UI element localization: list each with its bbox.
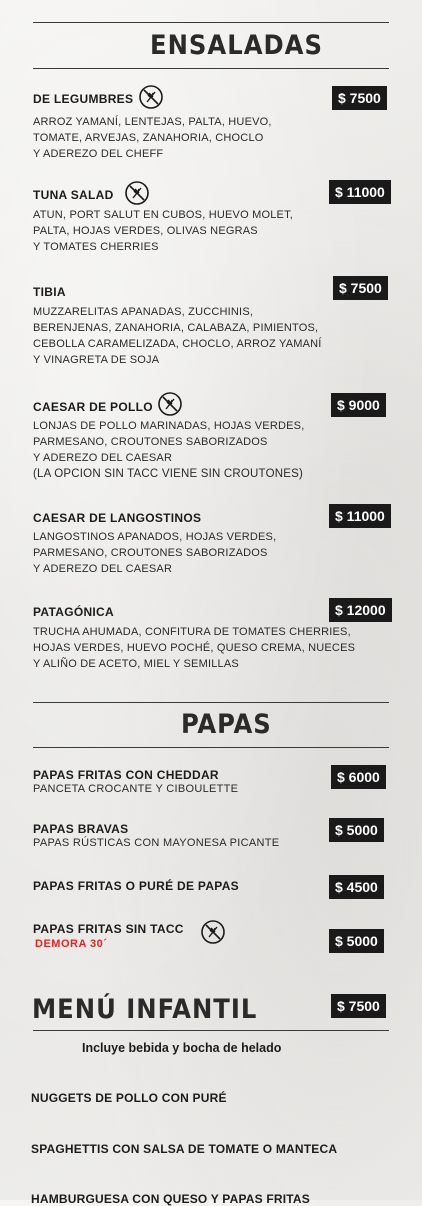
divider — [33, 702, 389, 703]
item-description: MUZZARELITAS APANADAS, ZUCCHINIS, BERENJENAS, ZANAHORIA, CALABAZA, PIMIENTOS, CEBOLLA CARAMELIZADA, CHOCLO, ARROZ YAMANÍ Y VINAGRETA DE SOJA — [33, 306, 322, 366]
divider — [33, 747, 389, 748]
price-tag: $ 5000 — [329, 929, 384, 953]
item-description: PANCETA CROCANTE Y CIBOULETTE — [33, 783, 239, 795]
divider — [33, 68, 389, 69]
item-name: PAPAS FRITAS SIN TACC — [33, 922, 184, 936]
item-name: CAESAR DE POLLO — [33, 400, 153, 414]
delay-note: DEMORA 30´ — [35, 938, 108, 950]
no-wheat-icon — [138, 84, 164, 110]
section-title-papas: PAPAS — [181, 709, 272, 740]
price-tag: $ 11000 — [329, 504, 391, 528]
item-name: CAESAR DE LANGOSTINOS — [33, 511, 202, 525]
kids-menu-item: SPAGHETTIS CON SALSA DE TOMATE O MANTECA — [31, 1142, 338, 1156]
item-description: LANGOSTINOS APANADOS, HOJAS VERDES, PARMESANO, CROUTONES SABORIZADOS Y ADEREZO DEL CAESAR — [33, 531, 277, 575]
item-name: PATAGÓNICA — [33, 605, 114, 619]
item-description: TRUCHA AHUMADA, CONFITURA DE TOMATES CHERRIES, HOJAS VERDES, HUEVO POCHÉ, QUESO CREMA, NUECES Y ALIÑO DE ACETO, MIEL Y SEMILLAS — [33, 626, 356, 670]
kids-menu-item: NUGGETS DE POLLO CON PURÉ — [31, 1091, 227, 1105]
item-name: TIBIA — [33, 285, 66, 299]
item-description: PAPAS RÚSTICAS CON MAYONESA PICANTE — [33, 837, 280, 849]
price-tag: $ 9000 — [331, 393, 386, 417]
no-wheat-icon — [200, 919, 226, 945]
item-name: PAPAS FRITAS O PURÉ DE PAPAS — [33, 879, 239, 893]
divider — [33, 1030, 389, 1031]
item-description: ARROZ YAMANÍ, LENTEJAS, PALTA, HUEVO, TOMATE, ARVEJAS, ZANAHORIA, CHOCLO Y ADEREZO DEL CHEFF — [33, 116, 272, 160]
divider — [33, 22, 389, 23]
item-name: DE LEGUMBRES — [33, 92, 134, 106]
price-tag: $ 7500 — [332, 86, 387, 110]
price-tag: $ 5000 — [329, 818, 384, 842]
item-name: PAPAS BRAVAS — [33, 822, 129, 836]
item-description: ATUN, PORT SALUT EN CUBOS, HUEVO MOLET, PALTA, HOJAS VERDES, OLIVAS NEGRAS Y TOMATES CHERRIES — [33, 209, 294, 253]
no-wheat-icon — [124, 180, 150, 206]
section-title-menu-infantil: MENÚ INFANTIL — [32, 994, 258, 1025]
price-tag: $ 4500 — [329, 875, 384, 899]
item-description: LONJAS DE POLLO MARINADAS, HOJAS VERDES, PARMESANO, CROUTONES SABORIZADOS Y ADEREZO DEL CAESAR (LA OPCION SIN TACC VIENE SIN CROUTONES) — [33, 420, 305, 480]
price-tag: $ 6000 — [331, 765, 386, 789]
price-tag: $ 11000 — [329, 180, 391, 204]
no-wheat-icon — [157, 391, 183, 417]
item-name: TUNA SALAD — [33, 188, 114, 202]
price-tag: $ 7500 — [333, 276, 388, 300]
menu-infantil-subtitle: Incluye bebida y bocha de helado — [82, 1041, 282, 1055]
kids-menu-item: HAMBURGUESA CON QUESO Y PAPAS FRITAS — [31, 1192, 311, 1206]
price-tag: $ 12000 — [329, 598, 392, 622]
item-name: PAPAS FRITAS CON CHEDDAR — [33, 768, 219, 782]
section-title-ensaladas: ENSALADAS — [150, 30, 323, 61]
price-tag: $ 7500 — [331, 994, 386, 1018]
